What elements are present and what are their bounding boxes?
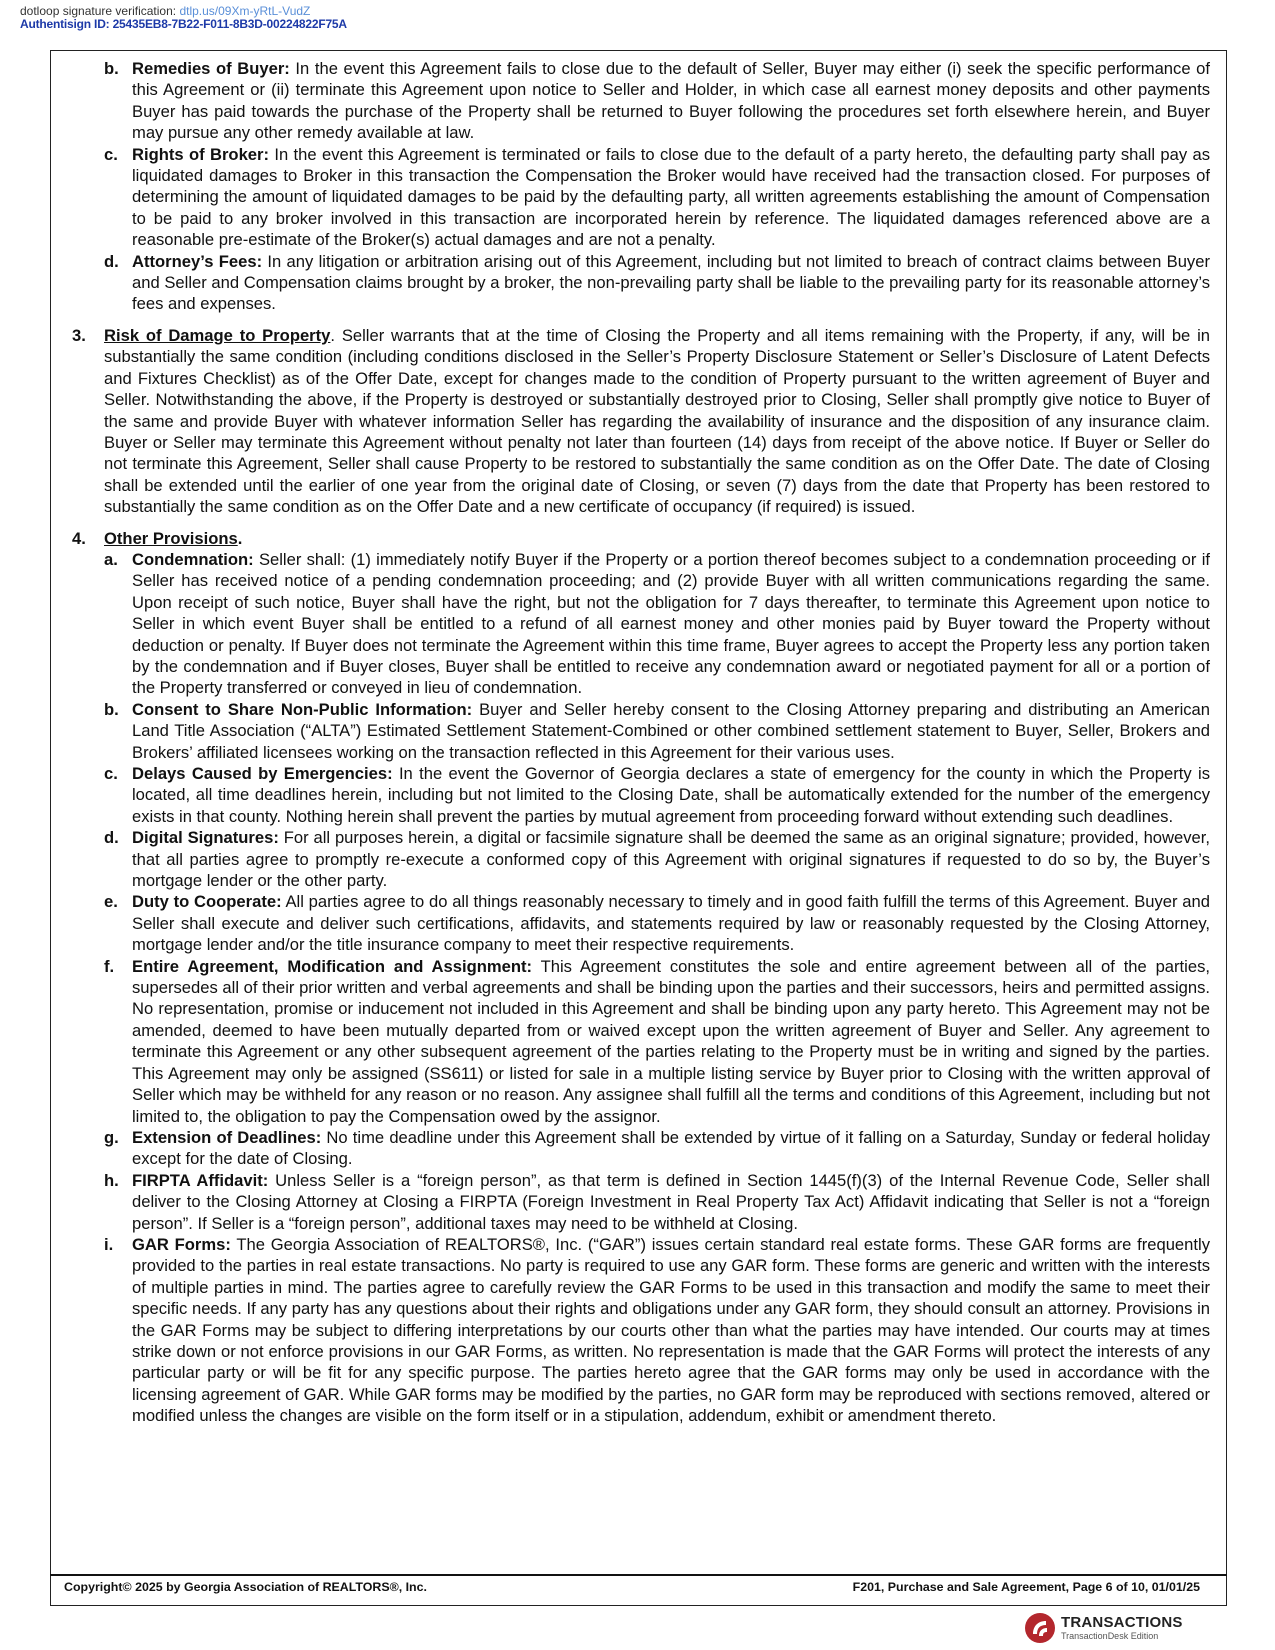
clause-text: For all purposes herein, a digital or facsimile signature shall be deemed the same as an original signature; provided, however, that all parties agree to promptly re-execute a conformed copy of this Agreement with original signatures if requested to do so by, the Buyer’s mortgage lender or the other party. (132, 828, 1210, 891)
clause-consent-to-share (72, 699, 1210, 763)
document-body (72, 58, 1210, 1427)
section-number: 3. (72, 325, 86, 345)
clause-text: In the event the Governor of Georgia declares a state of emergency for the county in which the Property is located, all time deadlines herein, including but not limited to the Closing Date, shall be automatically extended for the number of the emergency exists in that county. Nothing herein shall prevent the parties by mutual agreement from proceeding forward without extending such deadlines. (132, 764, 1210, 826)
other-provisions-list (72, 549, 1210, 1427)
section-risk-of-damage (72, 325, 1210, 518)
clause-text: In the event this Agreement is terminated or fails to close due to the default of a party hereto, the defaulting party shall pay as liquidated damages to Broker in this transaction the Compensation the Broker would have received had the transaction closed. For purposes of determining the amount of liquidated damages to be paid by the defaulting party, all written agreements establishing the amount of Compensation to be paid to any broker involved in this transaction are incorporated herein by reference. The liquidated damages referenced above are a reasonable pre-estimate of the Broker(s) actual damages and are not a penalty. (132, 144, 1210, 250)
clause-firpta-affidavit (72, 1170, 1210, 1234)
section-text: . Seller warrants that at the time of Closing the Property and all items remaining with the Property, if any, will be in substantially the same condition (including conditions disclosed in the Seller’s Property Disclosure Statement or Seller’s Disclosure of Latent Defects and Fixtures Checklist) as of the Offer Date, except for changes made to the condition of Property pursuant to the written agreement of Buyer and Seller. Notwithstanding the above, if the Property is destroyed or substantially destroyed prior to Closing, Seller shall promptly give notice to Buyer of the same and provide Buyer with whatever information Seller has regarding the availability of insurance and the disposition of any insurance claim. Buyer or Seller may terminate this Agreement without penalty not later than fourteen (14) days from receipt of the above notice. If Buyer or Seller do not terminate this Agreement, Seller shall cause Property to be restored to substantially the same condition as on the Offer Date. The date of Closing shall be extended until the earlier of one year from the original date of Closing, or seven (7) days from the date that Property has been restored to substantially the same condition as on the Offer Date and a new certificate of occupancy (if required) is issued. (104, 325, 1210, 517)
clause-letter: h. (104, 1170, 119, 1190)
section-title: Other Provisions (104, 528, 238, 548)
transactions-logo (1024, 1612, 1183, 1648)
section-other-provisions (72, 528, 1210, 1427)
clause-text: The Georgia Association of REALTORS®, Inc. (“GAR”) issues certain standard real estate forms. These GAR forms are frequently provided to the parties in real estate transactions. No party is required to use any GAR form. These forms are generic and written with the interests of multiple parties in mind. The parties agree to carefully review the GAR Forms to be used in this transaction and modify the same to meet their specific needs. If any party has any questions about their rights and obligations under any GAR form, they should consult an attorney. Provisions in the GAR Forms may be subject to differing interpretations by our courts other than what the parties may have intended. Our courts may at times strike down or not enforce provisions in our GAR Forms, as written. No representation is made that the GAR Forms will protect the interests of any particular party or will be fit for any specific purpose. The parties hereto agree that the GAR forms may only be used in accordance with the licensing agreement of GAR. While GAR forms may be modified by the parties, no GAR form may be reproduced with sections removed, altered or modified unless the changes are visible on the form itself or in a stipulation, addendum, exhibit or amendment thereto. (132, 1234, 1210, 1426)
clause-text: In any litigation or arbitration arising out of this Agreement, including but not limited to breach of contract claims between Buyer and Seller and Compensation claims brought by a broker, the non-prevailing party shall be liable to the prevailing party for its reasonable attorney’s fees and expenses. (132, 251, 1210, 314)
clause-gar-forms (72, 1234, 1210, 1427)
clause-title: Duty to Cooperate: (132, 892, 282, 912)
clause-condemnation (72, 549, 1210, 699)
clause-letter: a. (104, 549, 118, 569)
clause-letter: e. (104, 892, 118, 912)
clause-title: Digital Signatures: (132, 828, 279, 848)
footer-copyright: Copyright© 2025 by Georgia Association of REALTORS®, Inc. (64, 1580, 427, 1594)
authentisign-id: Authentisign ID: 25435EB8-7B22-F011-8B3D-00224822F75A (20, 17, 347, 31)
clause-letter: c. (104, 764, 118, 783)
clause-letter: c. (104, 144, 118, 164)
clause-title: Delays Caused by Emergencies: (132, 764, 393, 783)
clause-text: All parties agree to do all things reasonably necessary to timely and in good faith fulfill the terms of this Agreement. Buyer and Seller shall execute and deliver such certifications, affidavits, and statements required by law or reasonably requested by the Closing Attorney, mortgage lender and/or the title insurance company to meet their respective requirements. (132, 892, 1210, 955)
clause-letter: b. (104, 59, 119, 78)
clause-title: Extension of Deadlines: (132, 1127, 322, 1147)
section-title-suffix: . (237, 528, 243, 548)
clause-attorneys-fees (72, 251, 1210, 315)
signature-verification-banner (20, 5, 347, 31)
clause-title: Entire Agreement, Modification and Assignment: (132, 956, 533, 976)
clause-title: Rights of Broker: (132, 144, 270, 164)
clause-title: GAR Forms: (132, 1234, 231, 1254)
footer-divider (50, 1574, 1227, 1576)
clause-title: Condemnation: (132, 549, 254, 569)
clause-text: This Agreement constitutes the sole and entire agreement between all of the parties, supersedes all of their prior written and verbal agreements and shall be binding upon the parties and their successors, heirs and permitted assigns. No representation, promise or inducement not included in this Agreement and shall be binding upon any party hereto. This Agreement may not be amended, deemed to have been mutually departed from or waived except upon the written agreement of Buyer and Seller. Any agreement to terminate this Agreement or any other subsequent agreement of the parties relating to the Property must be in writing and signed by the parties. This Agreement may only be assigned (SS611) or listed for sale in a multiple listing service by Buyer prior to Closing with the written approval of Seller which may be withheld for any reason or no reason. Any assignee shall fulfill all the terms and conditions of this Agreement, including but not limited to, the obligation to pay the Compensation owed by the assignor. (132, 956, 1210, 1126)
logo-brand-text: TRANSACTIONS (1061, 1614, 1183, 1631)
clause-extension-of-deadlines (72, 1127, 1210, 1170)
clause-text: Seller shall: (1) immediately notify Buyer if the Property or a portion thereof becomes subject to a condemnation proceeding or if Seller has received notice of a pending condemnation proceeding; and (2) provide Buyer with all written communications regarding the same. Upon receipt of such notice, Buyer shall have the right, but not the obligation for 7 days thereafter, to terminate this Agreement upon notice to Seller in which event Buyer shall be entitled to a refund of all earnest money and other monies paid by Buyer toward the Property without deduction or penalty. If Buyer does not terminate the Agreement within this time frame, Buyer agrees to accept the Property less any portion taken by the condemnation and if Buyer closes, Buyer shall be entitled to receive any condemnation award or negotiated payment for all or a portion of the Property transferred or conveyed in lieu of condemnation. (132, 549, 1210, 698)
clause-title: Attorney’s Fees: (132, 251, 263, 271)
verification-prefix: dotloop signature verification: (20, 4, 177, 18)
clause-letter: i. (104, 1234, 114, 1254)
clause-text: Unless Seller is a “foreign person”, as that term is defined in Section 1445(f)(3) of the Internal Revenue Code, Seller shall deliver to the Closing Attorney at Closing a FIRPTA (Foreign Investment in Real Property Tax Act) Affidavit indicating that Seller is not a “foreign person”. If Seller is a “foreign person”, additional taxes may need to be withheld at Closing. (132, 1170, 1210, 1233)
clause-letter: g. (104, 1127, 119, 1147)
verification-link[interactable]: dtlp.us/09Xm-yRtL-VudZ (179, 4, 311, 18)
clause-title: Remedies of Buyer: (132, 59, 290, 78)
clause-letter: f. (104, 956, 115, 976)
clause-duty-to-cooperate (72, 891, 1210, 955)
clause-letter: d. (104, 251, 119, 271)
clause-digital-signatures (72, 827, 1210, 891)
section-number: 4. (72, 528, 86, 548)
clause-entire-agreement (72, 956, 1210, 1127)
clause-letter: d. (104, 828, 119, 848)
clause-title: Consent to Share Non-Public Information: (132, 699, 473, 719)
section-title: Risk of Damage to Property (104, 325, 331, 345)
clause-delays-emergencies (72, 763, 1210, 827)
logo-edition-text: TransactionDesk Edition (1061, 1631, 1159, 1641)
clause-text: No time deadline under this Agreement shall be extended by virtue of it falling on a Saturday, Sunday or federal holiday except for the date of Closing. (132, 1127, 1210, 1169)
clause-title: FIRPTA Affidavit: (132, 1170, 269, 1190)
footer-form-id: F201, Purchase and Sale Agreement, Page 6 of 10, 01/01/25 (852, 1580, 1200, 1594)
clause-letter: b. (104, 699, 119, 719)
transactions-logo-icon (1024, 1612, 1056, 1644)
clause-remedies-of-buyer (72, 58, 1210, 144)
clause-text: Buyer and Seller hereby consent to the Closing Attorney preparing and distributing an American Land Title Association (“ALTA”) Estimated Settlement Statement-Combined or other combined settlement statement to Buyer, Seller, Brokers and Brokers’ affiliated licensees working on the transaction reflected in this Agreement for their various uses. (132, 699, 1211, 762)
clause-text: In the event this Agreement fails to close due to the default of Seller, Buyer may either (i) seek the specific performance of this Agreement or (ii) terminate this Agreement upon notice to Seller and Holder, in which case all earnest money deposits and other payments Buyer has paid towards the purchase of the Property shall be returned to Buyer following the procedures set forth elsewhere herein, and Buyer may pursue any other remedy available at law. (132, 59, 1210, 143)
clause-rights-of-broker (72, 144, 1210, 251)
